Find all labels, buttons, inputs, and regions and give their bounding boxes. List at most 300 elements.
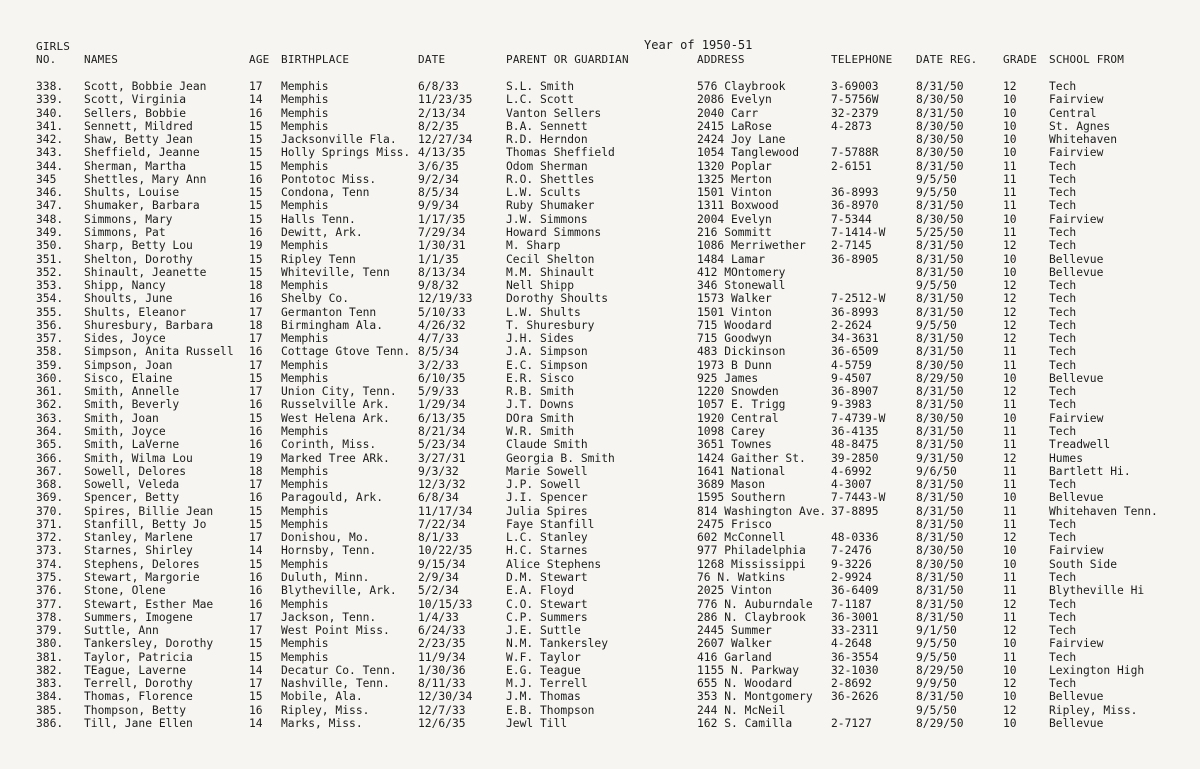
cell-birthdate: 5/2/34 [418,584,459,598]
cell-telephone: 7-2476 [831,544,872,558]
cell-birthdate: 1/17/35 [418,212,466,226]
cell-address: 2086 Evelyn [697,93,772,107]
cell-parent: S.L. Smith [506,80,575,93]
cell-address: 1501 Vinton [697,305,772,319]
cell-name: Sisco, Elaine [84,371,173,385]
cell-birthplace: Memphis [281,119,329,133]
cell-date-reg: 9/5/50 [916,186,957,200]
cell-name: Spires, Billie Jean [84,504,214,518]
table-row [0,491,1200,504]
cell-school-from: Tech [1049,531,1077,545]
cell-parent: Cecil Shelton [506,252,595,266]
cell-age: 15 [249,517,263,531]
cell-school-from: South Side [1049,557,1118,571]
table-row [0,398,1200,411]
cell-birthdate: 6/24/33 [418,624,466,638]
cell-age: 14 [249,716,263,730]
cell-date-reg: 8/31/50 [916,425,964,439]
cell-address: 576 Claybrook [697,80,786,93]
cell-telephone: 2-7145 [831,239,872,253]
cell-birthdate: 3/2/33 [418,358,459,372]
cell-birthdate: 8/5/34 [418,345,459,359]
table-row [0,160,1200,173]
cell-parent: R.D. Herndon [506,133,588,147]
cell-date-reg: 8/31/50 [916,106,964,120]
cell-parent: J.E. Suttle [506,624,581,638]
header-school-from: SCHOOL FROM [1049,53,1125,66]
cell-telephone: 33-2311 [831,624,879,638]
table-row [0,478,1200,491]
table-row [0,226,1200,239]
cell-parent: Dorothy Shoults [506,292,609,306]
cell-name: Sellers, Bobbie [84,106,187,120]
cell-name: Till, Jane Ellen [84,716,193,730]
table-row [0,425,1200,438]
cell-birthdate: 12/19/33 [418,292,473,306]
header-girls-no [36,40,70,66]
cell-address: 715 Woodard [697,318,772,332]
cell-grade: 11 [1003,199,1017,213]
cell-address: 1220 Snowden [697,385,779,399]
cell-birthdate: 4/13/35 [418,146,466,160]
cell-age: 15 [249,146,263,160]
cell-age: 17 [249,385,263,399]
cell-number: 344. [36,159,64,173]
cell-age: 15 [249,690,263,704]
cell-name: Stanfill, Betty Jo [84,517,207,531]
cell-grade: 10 [1003,146,1017,160]
cell-date-reg: 8/31/50 [916,491,964,505]
cell-name: Sheffield, Jeanne [84,146,200,160]
cell-address: 1311 Boxwood [697,199,779,213]
table-row [0,438,1200,451]
cell-telephone: 7-2512-W [831,292,886,306]
cell-name: Smith, Joan [84,411,159,425]
cell-birthplace: Marked Tree ARk. [281,451,390,465]
cell-address: 244 N. McNeil [697,703,786,717]
document-title: Year of 1950-51 [644,38,753,52]
table-row [0,465,1200,478]
cell-parent: Thomas Sheffield [506,146,615,160]
cell-birthdate: 12/3/32 [418,478,466,492]
cell-grade: 11 [1003,584,1017,598]
table-row [0,611,1200,624]
cell-address: 2004 Evelyn [697,212,772,226]
cell-name: Smith, LaVerne [84,438,180,452]
cell-school-from: Fairview [1049,544,1104,558]
cell-telephone: 48-8475 [831,438,879,452]
cell-age: 17 [249,624,263,638]
cell-age: 16 [249,703,263,717]
cell-school-from: Tech [1049,186,1077,200]
cell-age: 18 [249,464,263,478]
cell-parent: Julia Spires [506,504,588,518]
cell-date-reg: 9/5/50 [916,703,957,717]
cell-birthplace: Memphis [281,199,329,213]
cell-grade: 11 [1003,464,1017,478]
cell-birthplace: Memphis [281,478,329,492]
cell-parent: N.M. Tankersley [506,637,609,651]
cell-date-reg: 8/31/50 [916,398,964,412]
cell-telephone: 32-2379 [831,106,879,120]
cell-grade: 11 [1003,650,1017,664]
cell-grade: 12 [1003,531,1017,545]
cell-birthplace: Nashville, Tenn. [281,677,390,691]
cell-birthdate: 9/15/34 [418,557,466,571]
cell-date-reg: 8/31/50 [916,345,964,359]
cell-grade: 12 [1003,624,1017,638]
cell-address: 1484 Lamar [697,252,766,266]
cell-telephone: 7-4739-W [831,411,886,425]
cell-grade: 11 [1003,425,1017,439]
cell-address: 162 S. Camilla [697,716,793,730]
cell-date-reg: 8/31/50 [916,438,964,452]
cell-telephone: 7-1187 [831,597,872,611]
cell-parent: L.W. Scults [506,186,581,200]
header-grade: GRADE [1003,53,1038,66]
cell-address: 1086 Merriwether [697,239,806,253]
cell-telephone: 2-9924 [831,570,872,584]
cell-name: Sowell, Delores [84,464,187,478]
cell-address: 412 MOntomery [697,265,786,279]
cell-telephone: 2-6151 [831,159,872,173]
table-row [0,186,1200,199]
cell-grade: 10 [1003,637,1017,651]
cell-telephone: 36-8970 [831,199,879,213]
cell-school-from: Tech [1049,597,1077,611]
cell-date-reg: 9/5/50 [916,650,957,664]
cell-grade: 10 [1003,106,1017,120]
cell-parent: C.O. Stewart [506,597,588,611]
cell-age: 16 [249,584,263,598]
cell-address: 925 James [697,371,759,385]
cell-date-reg: 8/31/50 [916,690,964,704]
cell-name: Simmons, Mary [84,212,173,226]
cell-birthdate: 1/4/33 [418,610,459,624]
table-row [0,624,1200,637]
cell-school-from: Humes [1049,451,1084,465]
cell-birthplace: Memphis [281,358,329,372]
cell-date-reg: 9/31/50 [916,451,964,465]
table-row [0,598,1200,611]
table-row [0,120,1200,133]
cell-school-from: Tech [1049,398,1077,412]
cell-telephone: 34-3631 [831,332,879,346]
cell-birthplace: Shelby Co. [281,292,350,306]
cell-birthplace: Holly Springs Miss. [281,146,411,160]
cell-date-reg: 9/6/50 [916,464,957,478]
cell-telephone: 7-5756W [831,93,879,107]
cell-age: 14 [249,544,263,558]
cell-number: 343. [36,146,64,160]
cell-birthdate: 2/23/35 [418,637,466,651]
cell-name: Shettles, Mary Ann [84,172,207,186]
cell-address: 776 N. Auburndale [697,597,813,611]
cell-name: Simpson, Joan [84,358,173,372]
cell-address: 1054 Tanglewood [697,146,800,160]
cell-birthplace: Memphis [281,517,329,531]
cell-birthplace: Donishou, Mo. [281,531,370,545]
cell-address: 1320 Poplar [697,159,772,173]
cell-address: 602 McConnell [697,531,786,545]
cell-school-from: Blytheville Hi [1049,584,1145,598]
cell-grade: 11 [1003,186,1017,200]
cell-grade: 12 [1003,703,1017,717]
cell-date-reg: 8/31/50 [916,517,964,531]
cell-birthdate: 8/11/33 [418,677,466,691]
cell-number: 364. [36,425,64,439]
cell-date-reg: 8/30/50 [916,358,964,372]
cell-age: 15 [249,186,263,200]
table-row [0,199,1200,212]
cell-date-reg: 8/31/50 [916,332,964,346]
cell-number: 376. [36,584,64,598]
cell-grade: 10 [1003,265,1017,279]
cell-number: 347. [36,199,64,213]
cell-date-reg: 8/31/50 [916,252,964,266]
cell-telephone: 32-1030 [831,663,879,677]
cell-number: 381. [36,650,64,664]
table-row [0,690,1200,703]
table-row [0,412,1200,425]
table-row [0,239,1200,252]
cell-date-reg: 8/30/50 [916,212,964,226]
cell-parent: R.O. Shettles [506,172,595,186]
cell-birthdate: 2/9/34 [418,570,459,584]
cell-address: 2025 Vinton [697,584,772,598]
cell-age: 16 [249,172,263,186]
cell-birthdate: 8/1/33 [418,531,459,545]
cell-parent: L.W. Shults [506,305,581,319]
cell-number: 350. [36,239,64,253]
cell-telephone: 7-7443-W [831,491,886,505]
cell-age: 17 [249,610,263,624]
cell-parent: M.J. Terrell [506,677,588,691]
cell-birthplace: Memphis [281,650,329,664]
cell-grade: 11 [1003,478,1017,492]
cell-grade: 10 [1003,93,1017,107]
table-row [0,717,1200,730]
cell-birthplace: Ripley Tenn [281,252,356,266]
cell-telephone: 37-8895 [831,504,879,518]
cell-birthplace: Decatur Co. Tenn. [281,663,397,677]
cell-number: 353. [36,279,64,293]
cell-school-from: Whitehaven Tenn. [1049,504,1158,518]
cell-grade: 12 [1003,318,1017,332]
cell-date-reg: 9/5/50 [916,279,957,293]
cell-name: Shults, Eleanor [84,305,187,319]
cell-school-from: Ripley, Miss. [1049,703,1138,717]
cell-birthplace: Memphis [281,106,329,120]
cell-address: 1920 Central [697,411,779,425]
table-row [0,637,1200,650]
cell-parent: J.W. Simmons [506,212,588,226]
cell-name: Simmons, Pat [84,225,166,239]
header-names: NAMES [84,53,119,66]
cell-school-from: Tech [1049,172,1077,186]
cell-date-reg: 8/31/50 [916,385,964,399]
cell-name: Terrell, Dorothy [84,677,193,691]
cell-grade: 10 [1003,119,1017,133]
cell-age: 17 [249,478,263,492]
cell-name: Stewart, Esther Mae [84,597,214,611]
table-row [0,213,1200,226]
cell-birthdate: 12/27/34 [418,133,473,147]
cell-address: 1501 Vinton [697,186,772,200]
cell-telephone: 4-6992 [831,464,872,478]
cell-date-reg: 9/1/50 [916,624,957,638]
cell-telephone: 3-69003 [831,80,879,93]
cell-date-reg: 9/5/50 [916,637,957,651]
cell-school-from: Tech [1049,239,1077,253]
cell-parent: B.A. Sennett [506,119,588,133]
table-row [0,146,1200,159]
cell-birthplace: Dewitt, Ark. [281,225,363,239]
cell-grade: 12 [1003,597,1017,611]
cell-name: Shinault, Jeanette [84,265,207,279]
cell-date-reg: 8/31/50 [916,478,964,492]
cell-birthdate: 3/27/31 [418,451,466,465]
cell-age: 14 [249,93,263,107]
cell-date-reg: 8/31/50 [916,504,964,518]
cell-birthplace: Marks, Miss. [281,716,363,730]
table-row [0,677,1200,690]
cell-age: 16 [249,398,263,412]
cell-birthplace: Hornsby, Tenn. [281,544,377,558]
cell-address: 216 Sommitt [697,225,772,239]
cell-name: TEague, Laverne [84,663,187,677]
cell-address: 1595 Southern [697,491,786,505]
cell-date-reg: 8/30/50 [916,411,964,425]
cell-birthplace: Memphis [281,159,329,173]
cell-number: 378. [36,610,64,624]
cell-date-reg: 8/31/50 [916,570,964,584]
cell-parent: L.C. Stanley [506,531,588,545]
cell-age: 15 [249,411,263,425]
cell-number: 363. [36,411,64,425]
cell-birthdate: 10/22/35 [418,544,473,558]
cell-birthplace: Halls Tenn. [281,212,356,226]
cell-birthdate: 1/30/31 [418,239,466,253]
cell-age: 16 [249,491,263,505]
cell-grade: 11 [1003,517,1017,531]
cell-birthplace: Cottage Gtove Tenn. [281,345,411,359]
cell-name: Shuresbury, Barbara [84,318,214,332]
cell-name: Shipp, Nancy [84,279,166,293]
cell-grade: 11 [1003,225,1017,239]
cell-telephone: 9-3226 [831,557,872,571]
cell-name: Thomas, Florence [84,690,193,704]
cell-date-reg: 8/31/50 [916,305,964,319]
cell-birthplace: Memphis [281,425,329,439]
cell-date-reg: 8/31/50 [916,239,964,253]
cell-grade: 12 [1003,385,1017,399]
cell-name: Starnes, Shirley [84,544,193,558]
cell-telephone: 36-3554 [831,650,879,664]
cell-grade: 10 [1003,557,1017,571]
cell-school-from: Tech [1049,385,1077,399]
cell-date-reg: 8/31/50 [916,159,964,173]
cell-birthdate: 6/8/33 [418,80,459,93]
cell-number: 359. [36,358,64,372]
cell-parent: W.F. Taylor [506,650,581,664]
cell-birthdate: 6/13/35 [418,411,466,425]
table-row [0,80,1200,93]
cell-date-reg: 8/31/50 [916,292,964,306]
cell-school-from: Fairview [1049,146,1104,160]
cell-address: 353 N. Montgomery [697,690,813,704]
cell-parent: Howard Simmons [506,225,602,239]
cell-address: 416 Garland [697,650,772,664]
cell-parent: C.P. Summers [506,610,588,624]
cell-school-from: Bellevue [1049,716,1104,730]
cell-number: 365. [36,438,64,452]
cell-birthplace: Memphis [281,93,329,107]
cell-number: 349. [36,225,64,239]
cell-telephone: 4-2873 [831,119,872,133]
cell-school-from: Tech [1049,305,1077,319]
cell-number: 352. [36,265,64,279]
header-girls-no-line2: NO. [36,53,57,66]
table-row [0,253,1200,266]
header-telephone: TELEPHONE [831,53,893,66]
cell-school-from: Bellevue [1049,491,1104,505]
cell-telephone: 36-4135 [831,425,879,439]
cell-birthplace: Mobile, Ala. [281,690,363,704]
cell-birthplace: Ripley, Miss. [281,703,370,717]
cell-address: 1268 Mississippi [697,557,806,571]
cell-date-reg: 8/31/50 [916,265,964,279]
cell-birthdate: 12/7/33 [418,703,466,717]
cell-name: Stone, Olene [84,584,166,598]
cell-school-from: Bellevue [1049,265,1104,279]
cell-age: 16 [249,225,263,239]
cell-address: 483 Dickinson [697,345,786,359]
cell-name: Shelton, Dorothy [84,252,193,266]
table-row [0,664,1200,677]
cell-birthplace: Union City, Tenn. [281,385,397,399]
cell-telephone: 9-4507 [831,371,872,385]
cell-birthplace: Memphis [281,80,329,93]
cell-name: Scott, Virginia [84,93,187,107]
cell-school-from: Treadwell [1049,438,1111,452]
cell-address: 2415 LaRose [697,119,772,133]
cell-date-reg: 8/30/50 [916,146,964,160]
cell-number: 341. [36,119,64,133]
cell-name: Stephens, Delores [84,557,200,571]
cell-age: 16 [249,345,263,359]
cell-grade: 10 [1003,411,1017,425]
cell-number: 369. [36,491,64,505]
cell-number: 358. [36,345,64,359]
cell-birthdate: 11/9/34 [418,650,466,664]
cell-name: Sowell, Veleda [84,478,180,492]
cell-parent: E.G. Teague [506,663,581,677]
cell-school-from: Tech [1049,292,1077,306]
table-row [0,651,1200,664]
cell-grade: 11 [1003,610,1017,624]
cell-parent: Jewl Till [506,716,568,730]
cell-address: 1424 Gaither St. [697,451,806,465]
cell-birthdate: 8/5/34 [418,186,459,200]
cell-parent: E.B. Thompson [506,703,595,717]
cell-telephone: 36-6509 [831,345,879,359]
cell-address: 814 Washington Ave. [697,504,827,518]
cell-telephone: 36-6409 [831,584,879,598]
cell-grade: 12 [1003,80,1017,93]
cell-grade: 10 [1003,544,1017,558]
header-date: DATE [418,53,446,66]
